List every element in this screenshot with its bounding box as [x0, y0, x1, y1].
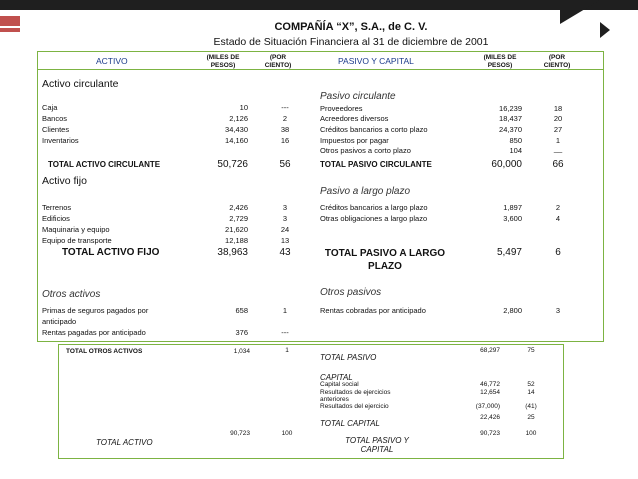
row-value: 658 — [235, 306, 248, 315]
row-pct: 18 — [553, 104, 563, 113]
column-header-pct-left: (POR CIENTO) — [264, 54, 292, 69]
section-activo-fijo: Activo fijo — [42, 175, 87, 187]
row-pct: 24 — [280, 225, 290, 234]
row-label: Otras obligaciones a largo plazo — [320, 214, 428, 223]
row-pct: 3 — [282, 214, 288, 223]
capital-subtotal-value: 22,426 — [480, 414, 500, 421]
row-pct: 52 — [527, 381, 535, 388]
row-value: 1,897 — [503, 203, 522, 212]
row-value: 12,654 — [480, 389, 500, 396]
row-pct: 13 — [280, 236, 290, 245]
column-header-miles-left: (MILES DE PESOS) — [206, 54, 240, 69]
row-label: Acreedores diversos — [320, 114, 389, 123]
section-activo-circulante: Activo circulante — [42, 78, 119, 90]
total-activo-pct: 100 — [281, 430, 293, 437]
row-value: 10 — [239, 103, 248, 112]
slide-red-accent-thin — [0, 28, 20, 32]
slide-red-accent — [0, 16, 20, 26]
row-value: 2,800 — [503, 306, 522, 315]
row-label: Maquinaria y equipo — [42, 225, 110, 234]
row-value: 850 — [509, 136, 522, 145]
total-activo-fijo-value: 38,963 — [217, 247, 248, 258]
total-activo-circulante-label: TOTAL ACTIVO CIRCULANTE — [48, 160, 161, 169]
row-pct: 2 — [555, 203, 561, 212]
row-pct: 14 — [527, 389, 535, 396]
row-value: 2,126 — [229, 114, 248, 123]
slide-top-bar — [0, 0, 638, 10]
header-divider — [38, 69, 603, 70]
total-pasivo-label: TOTAL PASIVO — [320, 353, 377, 362]
row-label: Primas de seguros pagados por — [42, 306, 149, 315]
row-value: 34,430 — [225, 125, 248, 134]
row-label: Rentas cobradas por anticipado — [320, 306, 426, 315]
row-label: Clientes — [42, 125, 70, 134]
row-pct: 2 — [282, 114, 288, 123]
total-otros-activos-value: 1,034 — [233, 348, 250, 355]
total-activo-value: 90,723 — [230, 430, 250, 437]
row-label: Resultados del ejercicio — [320, 403, 389, 410]
row-value: (37,000) — [475, 403, 500, 410]
row-pct: 16 — [280, 136, 290, 145]
row-value: 104 — [509, 146, 522, 155]
row-label: Equipo de transporte — [42, 236, 112, 245]
total-activo-label: TOTAL ACTIVO — [96, 438, 153, 447]
row-label: Proveedores — [320, 104, 363, 113]
total-pasivo-pct: 75 — [527, 347, 535, 354]
row-value: 2,426 — [229, 203, 248, 212]
total-pasivo-largo-plazo-pct: 6 — [555, 247, 561, 258]
row-value: 3,600 — [503, 214, 522, 223]
statement-subtitle: Estado de Situación Financiera al 31 de diciembre de 2001 — [213, 36, 489, 48]
total-capital-label: TOTAL CAPITAL — [320, 419, 380, 428]
column-header-pasivo-capital: PASIVO Y CAPITAL — [338, 56, 414, 66]
row-pct: --- — [281, 103, 289, 112]
row-value: 376 — [235, 328, 248, 337]
row-label: Edificios — [42, 214, 70, 223]
row-pct: 1 — [282, 306, 288, 315]
row-label: Inventarios — [42, 136, 79, 145]
row-label: Otros pasivos a corto plazo — [320, 146, 411, 155]
row-value: 21,620 — [225, 225, 248, 234]
total-otros-activos-pct: 1 — [285, 347, 289, 354]
total-pasivo-capital-pct: 100 — [525, 430, 537, 437]
total-pasivo-largo-plazo-value: 5,497 — [496, 247, 522, 258]
row-pct: 38 — [280, 125, 290, 134]
row-label: Bancos — [42, 114, 68, 123]
row-value: 12,188 — [225, 236, 248, 245]
row-label: Créditos bancarios a largo plazo — [320, 203, 428, 212]
row-value: 46,772 — [480, 381, 500, 388]
row-pct: --- — [281, 328, 289, 337]
row-pct: __ — [553, 144, 563, 153]
row-pct: 20 — [553, 114, 563, 123]
total-pasivo-capital-label: TOTAL PASIVO Y CAPITAL — [345, 436, 409, 454]
total-pasivo-circulante-label: TOTAL PASIVO CIRCULANTE — [320, 160, 432, 169]
column-header-pct-right: (POR CIENTO) — [543, 54, 571, 69]
row-value: 18,437 — [499, 114, 522, 123]
column-header-activo: ACTIVO — [96, 56, 128, 66]
total-pasivo-capital-value: 90,723 — [480, 430, 500, 437]
row-pct: 4 — [555, 214, 561, 223]
row-label: Rentas pagadas por anticipado — [42, 328, 146, 337]
row-pct: 3 — [555, 306, 561, 315]
row-value: 2,729 — [229, 214, 248, 223]
row-value: 14,160 — [225, 136, 248, 145]
total-pasivo-circulante-pct: 66 — [552, 159, 564, 170]
section-pasivo-largo-plazo: Pasivo a largo plazo — [320, 186, 411, 197]
section-otros-activos: Otros activos — [42, 289, 101, 300]
row-value: 24,370 — [499, 125, 522, 134]
row-value: 16,239 — [499, 104, 522, 113]
total-pasivo-value: 68,297 — [480, 347, 500, 354]
row-pct: 27 — [553, 125, 563, 134]
row-label-cont: anticipado — [42, 317, 77, 326]
total-activo-circulante-value: 50,726 — [217, 159, 248, 170]
column-header-miles-right: (MILES DE PESOS) — [483, 54, 517, 69]
section-otros-pasivos: Otros pasivos — [320, 287, 382, 298]
row-pct: 1 — [555, 136, 561, 145]
row-label: Capital social — [320, 381, 359, 388]
total-otros-activos-label: TOTAL OTROS ACTIVOS — [66, 348, 143, 355]
row-label: Caja — [42, 103, 58, 112]
total-pasivo-largo-plazo-label: TOTAL PASIVO A LARGO PLAZO — [324, 248, 446, 272]
row-label: Créditos bancarios a corto plazo — [320, 125, 428, 134]
row-label: Impuestos por pagar — [320, 136, 389, 145]
total-pasivo-circulante-value: 60,000 — [491, 159, 522, 170]
row-label: Terrenos — [42, 203, 72, 212]
capital-subtotal-pct: 25 — [527, 414, 535, 421]
total-activo-circulante-pct: 56 — [279, 159, 291, 170]
row-label: Resultados de ejercicios anteriores — [320, 389, 391, 403]
row-pct: (41) — [525, 403, 537, 410]
total-activo-fijo-pct: 43 — [279, 247, 291, 258]
section-pasivo-circulante: Pasivo circulante — [320, 91, 396, 102]
section-capital: CAPITAL — [320, 373, 353, 382]
row-pct: 3 — [282, 203, 288, 212]
company-title: COMPAÑÍA “X”, S.A., de C. V. — [274, 21, 428, 33]
total-activo-fijo-label: TOTAL ACTIVO FIJO — [62, 247, 160, 258]
